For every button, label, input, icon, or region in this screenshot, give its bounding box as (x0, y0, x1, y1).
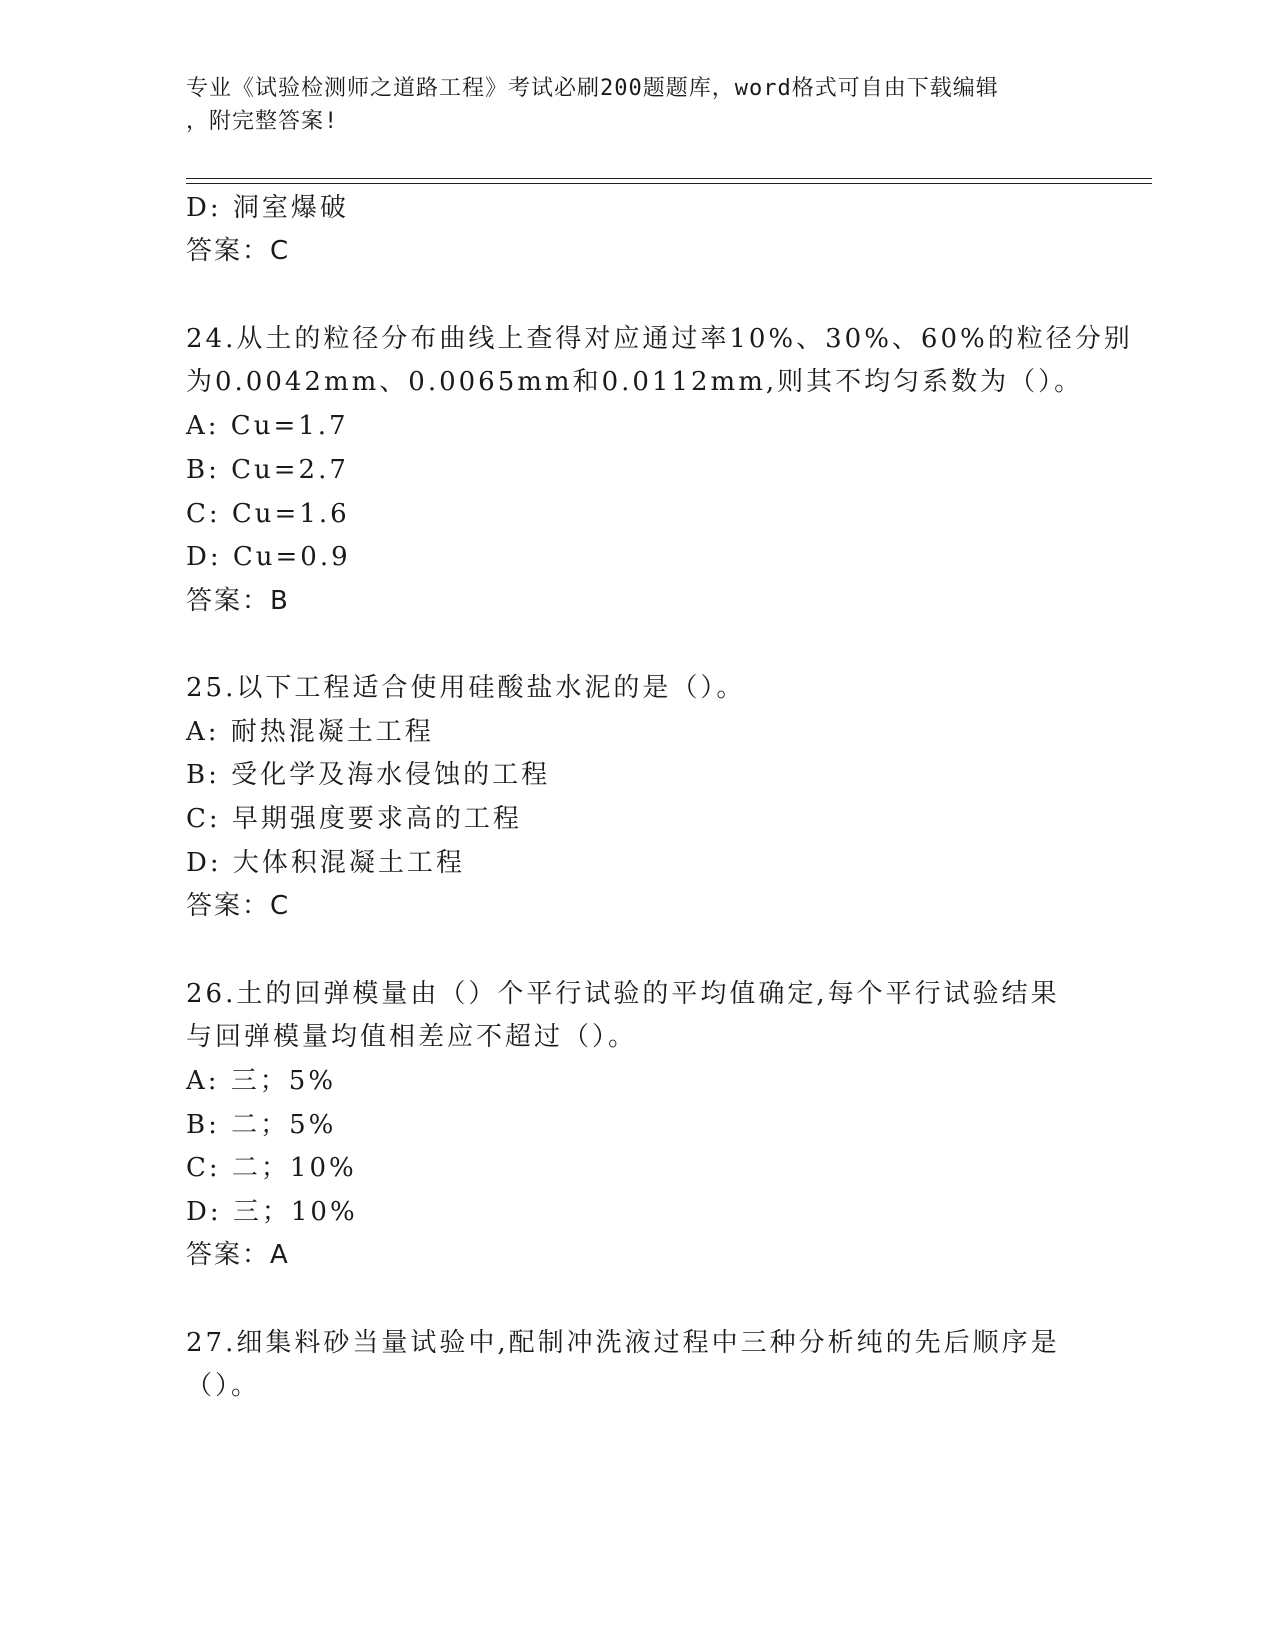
header-title-line-1: 专业《试验检测师之道路工程》考试必刷200题题库，word格式可自由下载编辑 (186, 76, 999, 101)
question-26-option-c: C: 二；10% (186, 1153, 357, 1183)
header-divider-bottom (186, 183, 1152, 184)
question-25-stem-line-1: 25.以下工程适合使用硅酸盐水泥的是（）。 (186, 673, 746, 703)
question-24-answer: 答案：B (186, 586, 290, 616)
document-header (186, 72, 1066, 138)
question-25-option-b: B: 受化学及海水侵蚀的工程 (186, 760, 551, 790)
question-24-option-a: A: Cu=1.7 (186, 411, 349, 441)
question-26-option-d: D: 三；10% (186, 1197, 358, 1227)
question-25-option-a: A: 耐热混凝土工程 (186, 717, 434, 747)
header-title-line-2: ，附完整答案! (186, 109, 339, 134)
question-27-stem-line-1: 27.细集料砂当量试验中,配制冲洗液过程中三种分析纯的先后顺序是 (186, 1328, 1060, 1358)
prev-question-answer: 答案：C (186, 236, 291, 266)
question-25-option-c: C: 早期强度要求高的工程 (186, 804, 522, 834)
question-24-option-c: C: Cu=1.6 (186, 499, 350, 529)
question-25-answer: 答案：C (186, 891, 291, 921)
question-24-stem-line-2: 为0.0042mm、0.0065mm和0.0112mm,则其不均匀系数为（）。 (186, 367, 1084, 397)
question-24-stem-line-1: 24.从土的粒径分布曲线上查得对应通过率10%、30%、60%的粒径分别 (186, 324, 1133, 354)
question-26-stem-line-2: 与回弹模量均值相差应不超过（）。 (186, 1022, 638, 1052)
question-24-option-b: B: Cu=2.7 (186, 455, 349, 485)
question-26-answer: 答案：A (186, 1240, 290, 1270)
question-27-stem-line-2: （）。 (186, 1371, 261, 1401)
question-26-stem-line-1: 26.土的回弹模量由（）个平行试验的平均值确定,每个平行试验结果 (186, 979, 1060, 1009)
prev-question-option-d: D: 洞室爆破 (186, 193, 349, 223)
question-26-option-a: A: 三；5% (186, 1066, 337, 1096)
question-25-option-d: D: 大体积混凝土工程 (186, 848, 465, 878)
question-24-option-d: D: Cu=0.9 (186, 542, 351, 572)
question-26-option-b: B: 二；5% (186, 1110, 337, 1140)
header-divider-top (186, 178, 1152, 179)
